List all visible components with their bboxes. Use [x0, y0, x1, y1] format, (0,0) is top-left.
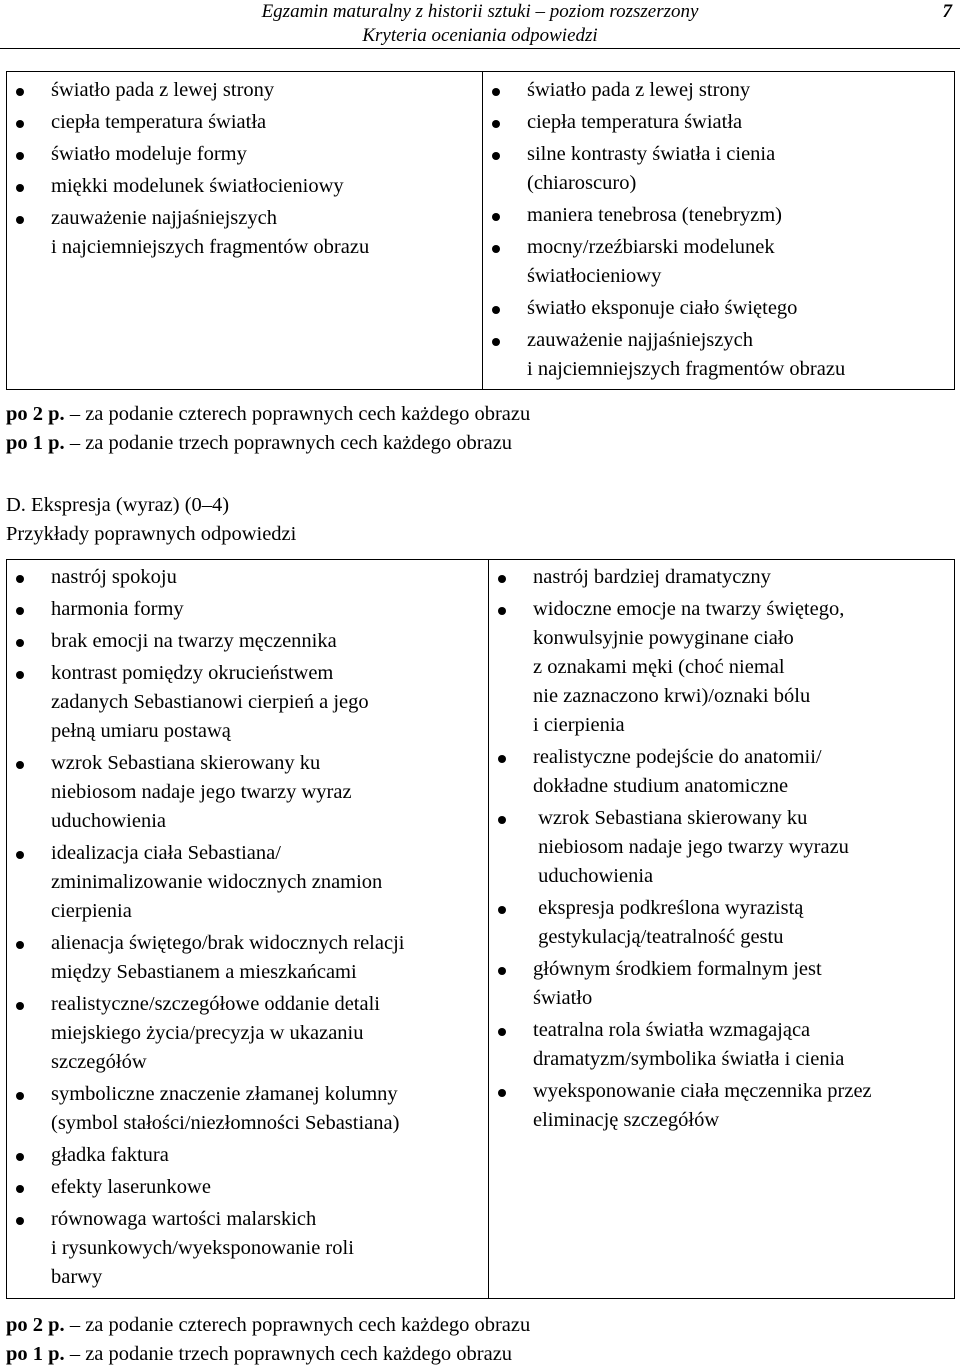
bullet-icon: [492, 213, 500, 221]
bullet-icon: [16, 575, 24, 583]
list-item-text: wzrok Sebastiana skierowany ku: [51, 752, 321, 774]
scoring-block-2: [6, 1311, 530, 1369]
criteria-table-light: [6, 71, 955, 390]
criteria-title: Kryteria oceniania odpowiedzi: [362, 25, 598, 46]
list-item-text: symboliczne znaczenie złamanej kolumny: [51, 1083, 398, 1105]
list-item-text: między Sebastianem a mieszkańcami: [51, 961, 357, 983]
list-item: [489, 804, 954, 891]
bullet-icon: [16, 941, 24, 949]
list-item: [489, 894, 954, 952]
list-item-text: gestykulacją/teatralność gestu: [533, 926, 784, 948]
list-item-text: barwy: [51, 1266, 103, 1288]
left-painting-list: [7, 563, 488, 1292]
list-item-text: światło pada z lewej strony: [51, 79, 275, 101]
list-item-text: zadanych Sebastianowi cierpień a jego: [51, 691, 369, 713]
list-item: [7, 1173, 488, 1202]
points-description: – za podanie trzech poprawnych cech każdego obrazu: [64, 1343, 513, 1365]
list-item-text: realistyczne podejście do anatomii/: [533, 746, 822, 768]
list-item-text: konwulsyjnie powyginane ciało: [533, 627, 794, 649]
list-item: [489, 955, 954, 1013]
list-item-text: brak emocji na twarzy męczennika: [51, 630, 337, 652]
bullet-icon: [498, 1089, 506, 1097]
right-painting-cell: [489, 560, 955, 1299]
list-item: [489, 1016, 954, 1074]
list-item-text: wyeksponowanie ciała męczennika przez: [533, 1080, 872, 1102]
left-painting-list: [7, 76, 482, 262]
list-item: [483, 294, 954, 323]
bullet-icon: [16, 216, 24, 224]
list-item-text: zauważenie najjaśniejszych: [527, 329, 753, 351]
bullet-icon: [498, 607, 506, 615]
bullet-icon: [16, 761, 24, 769]
section-d-heading: [6, 491, 296, 549]
scoring-line-2p: [6, 1311, 530, 1340]
list-item: [489, 563, 954, 592]
right-painting-list: [489, 563, 954, 1135]
list-item: [7, 204, 482, 262]
list-item: [7, 172, 482, 201]
scoring-block-1: [6, 400, 530, 458]
bullet-icon: [492, 338, 500, 346]
list-item-text: mocny/rzeźbiarski modelunek: [527, 236, 775, 258]
list-item-text: cierpienia: [51, 900, 132, 922]
list-item-text: nastrój spokoju: [51, 566, 177, 588]
points-label: po 1 p.: [6, 1343, 65, 1365]
list-item: [7, 140, 482, 169]
list-item-text: nastrój bardziej dramatyczny: [533, 566, 771, 588]
points-description: – za podanie trzech poprawnych cech każdego obrazu: [64, 432, 513, 454]
bullet-icon: [492, 88, 500, 96]
list-item: [7, 1080, 488, 1138]
exam-title: Egzamin maturalny z historii sztuki – poziom rozszerzony: [261, 1, 699, 22]
list-item: [7, 563, 488, 592]
list-item-text: zauważenie najjaśniejszych: [51, 207, 277, 229]
points-description: – za podanie czterech poprawnych cech każdego obrazu: [64, 1314, 531, 1336]
bullet-icon: [492, 245, 500, 253]
list-item-text: uduchowienia: [51, 810, 166, 832]
bullet-icon: [492, 152, 500, 160]
bullet-icon: [16, 639, 24, 647]
list-item-text: światło pada z lewej strony: [527, 79, 751, 101]
list-item: [489, 1077, 954, 1135]
list-item-text: głównym środkiem formalnym jest: [533, 958, 822, 980]
list-item-text: niebiosom nadaje jego twarzy wyrazu: [533, 836, 849, 858]
list-item: [7, 990, 488, 1077]
list-item-text: światło: [533, 987, 593, 1009]
bullet-icon: [16, 120, 24, 128]
list-item-text: i cierpienia: [533, 714, 625, 736]
scoring-line-1p: [6, 429, 530, 458]
list-item-text: ekspresja podkreślona wyrazistą: [533, 897, 804, 919]
list-item-text: realistyczne/szczegółowe oddanie detali: [51, 993, 380, 1015]
list-item-text: uduchowienia: [533, 865, 654, 887]
scoring-line-1p: [6, 1340, 530, 1369]
section-title: D. Ekspresja (wyraz) (0–4): [6, 494, 230, 516]
bullet-icon: [498, 967, 506, 975]
bullet-icon: [492, 120, 500, 128]
list-item: [483, 140, 954, 198]
page-header: [0, 0, 960, 49]
bullet-icon: [16, 88, 24, 96]
list-item: [489, 595, 954, 740]
list-item-text: ciepła temperatura światła: [527, 111, 743, 133]
list-item-text: efekty laserunkowe: [51, 1176, 211, 1198]
left-painting-cell: [7, 72, 483, 390]
list-item: [489, 743, 954, 801]
bullet-icon: [16, 1217, 24, 1225]
list-item-text: światło modeluje formy: [51, 143, 247, 165]
list-item-text: zminimalizowanie widocznych znamion: [51, 871, 383, 893]
right-painting-cell: [483, 72, 955, 390]
list-item-text: wzrok Sebastiana skierowany ku: [533, 807, 808, 829]
list-item-text: nie zaznaczono krwi)/oznaki bólu: [533, 685, 811, 707]
list-item-text: widoczne emocje na twarzy świętego,: [533, 598, 845, 620]
bullet-icon: [16, 607, 24, 615]
list-item-text: z oznakami męki (choć niemal: [533, 656, 785, 678]
list-item-text: i najciemniejszych fragmentów obrazu: [51, 236, 370, 258]
list-item: [7, 1141, 488, 1170]
list-item: [483, 108, 954, 137]
list-item-text: ciepła temperatura światła: [51, 111, 267, 133]
bullet-icon: [16, 1002, 24, 1010]
bullet-icon: [16, 184, 24, 192]
list-item: [7, 595, 488, 624]
bullet-icon: [498, 575, 506, 583]
points-description: – za podanie czterech poprawnych cech każdego obrazu: [64, 403, 531, 425]
points-label: po 2 p.: [6, 403, 65, 425]
scoring-line-2p: [6, 400, 530, 429]
list-item: [7, 659, 488, 746]
bullet-icon: [16, 851, 24, 859]
list-item-text: równowaga wartości malarskich: [51, 1208, 317, 1230]
list-item-text: miękki modelunek światłocieniowy: [51, 175, 344, 197]
right-painting-list: [483, 76, 954, 384]
list-item: [7, 929, 488, 987]
bullet-icon: [492, 306, 500, 314]
list-item-text: światło eksponuje ciało świętego: [527, 297, 798, 319]
list-item-text: dokładne studium anatomiczne: [533, 775, 789, 797]
list-item-text: harmonia formy: [51, 598, 184, 620]
list-item-text: teatralna rola światła wzmagająca: [533, 1019, 811, 1041]
list-item: [483, 233, 954, 291]
list-item: [483, 201, 954, 230]
list-item-text: i najciemniejszych fragmentów obrazu: [527, 358, 846, 380]
bullet-icon: [16, 1185, 24, 1193]
list-item-text: i rysunkowych/wyeksponowanie roli: [51, 1237, 354, 1259]
bullet-icon: [16, 1153, 24, 1161]
section-subtitle: Przykłady poprawnych odpowiedzi: [6, 523, 297, 545]
list-item-text: eliminację szczegółów: [533, 1109, 720, 1131]
list-item-text: (symbol stałości/niezłomności Sebastiana): [51, 1112, 400, 1134]
bullet-icon: [16, 1092, 24, 1100]
list-item: [7, 1205, 488, 1292]
page-number: 7: [942, 1, 952, 22]
list-item-text: niebiosom nadaje jego twarzy wyraz: [51, 781, 352, 803]
bullet-icon: [498, 816, 506, 824]
list-item: [7, 749, 488, 836]
points-label: po 2 p.: [6, 1314, 65, 1336]
list-item-text: szczegółów: [51, 1051, 147, 1073]
bullet-icon: [498, 906, 506, 914]
list-item-text: światłocieniowy: [527, 265, 662, 287]
list-item-text: idealizacja ciała Sebastiana/: [51, 842, 281, 864]
list-item-text: kontrast pomiędzy okrucieństwem: [51, 662, 334, 684]
list-item: [7, 76, 482, 105]
list-item: [483, 76, 954, 105]
header-titles: [0, 0, 960, 48]
list-item: [7, 627, 488, 656]
list-item: [7, 839, 488, 926]
left-painting-cell: [7, 560, 489, 1299]
bullet-icon: [16, 671, 24, 679]
list-item-text: dramatyzm/symbolika światła i cienia: [533, 1048, 845, 1070]
points-label: po 1 p.: [6, 432, 65, 454]
list-item-text: miejskiego życia/precyzja w ukazaniu: [51, 1022, 364, 1044]
list-item-text: alienacja świętego/brak widocznych relacji: [51, 932, 405, 954]
list-item-text: maniera tenebrosa (tenebryzm): [527, 204, 782, 226]
bullet-icon: [498, 1028, 506, 1036]
list-item-text: (chiaroscuro): [527, 172, 637, 194]
list-item: [483, 326, 954, 384]
list-item-text: pełną umiaru postawą: [51, 720, 231, 742]
list-item-text: silne kontrasty światła i cienia: [527, 143, 776, 165]
list-item: [7, 108, 482, 137]
bullet-icon: [498, 755, 506, 763]
criteria-table-expression: [6, 559, 955, 1299]
bullet-icon: [16, 152, 24, 160]
list-item-text: gładka faktura: [51, 1144, 169, 1166]
